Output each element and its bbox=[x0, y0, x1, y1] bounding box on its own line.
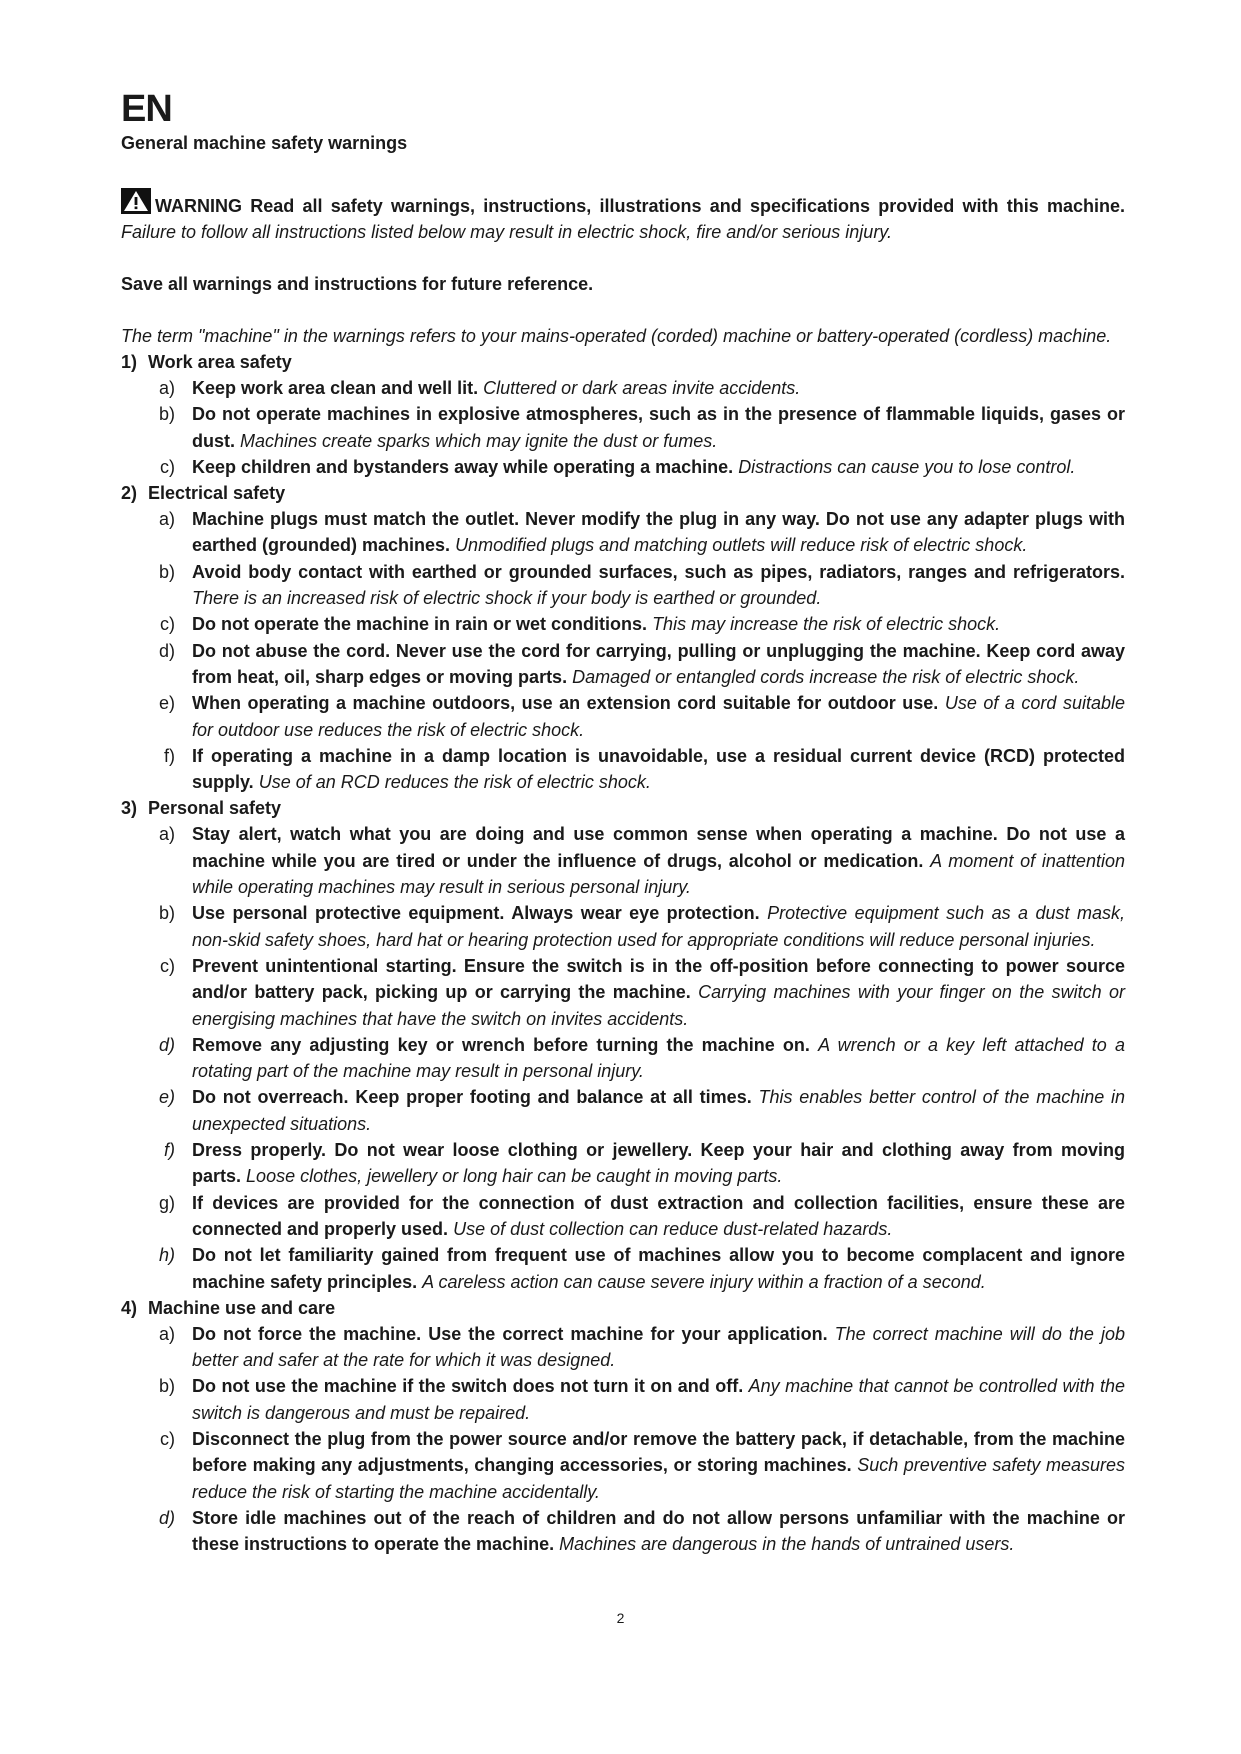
item-text bbox=[192, 1137, 1125, 1190]
item-letter: a) bbox=[158, 378, 175, 398]
item-explanation: Any machine that cannot be controlled with the switch is dangerous and must be repaired. bbox=[192, 1376, 1125, 1423]
item-text bbox=[192, 506, 1125, 559]
item-explanation: Protective equipment such as a dust mask, non-skid safety shoes, hard hat or hearing protection used for appropriate conditions will reduce personal injuries. bbox=[192, 903, 1125, 950]
warning-label: WARNING bbox=[155, 196, 242, 216]
item-text bbox=[192, 1032, 1125, 1085]
item-explanation: Loose clothes, jewellery or long hair can be caught in moving parts. bbox=[246, 1166, 783, 1187]
list-item bbox=[121, 1242, 1125, 1295]
item-text bbox=[192, 638, 1125, 691]
list-item bbox=[121, 454, 1125, 480]
item-explanation: The correct machine will do the job better and safer at the rate for which it was designed. bbox=[192, 1323, 1125, 1371]
item-instruction: If operating a machine in a damp location is unavoidable, use a residual current device (RCD) protected supply. bbox=[192, 745, 1125, 793]
item-explanation: Use of a cord suitable for outdoor use reduces the risk of electric shock. bbox=[192, 693, 1125, 740]
item-instruction: Disconnect the plug from the power source and/or remove the battery pack, if detachable, from the machine before making any adjustments, changing accessories, or storing machines. bbox=[192, 1428, 1125, 1476]
item-explanation: Machines create sparks which may ignite the dust or fumes. bbox=[240, 430, 718, 451]
item-letter: b) bbox=[158, 903, 175, 924]
section-title: Electrical safety bbox=[148, 483, 286, 504]
list-item bbox=[121, 1137, 1125, 1190]
item-text bbox=[192, 1190, 1125, 1243]
item-text bbox=[192, 1321, 1125, 1374]
list-item bbox=[121, 611, 1125, 637]
item-explanation: Unmodified plugs and matching outlets will reduce risk of electric shock. bbox=[455, 535, 1028, 556]
item-letter: e) bbox=[158, 1087, 175, 1108]
item-text bbox=[192, 690, 1125, 743]
item-text bbox=[192, 743, 1125, 796]
list-item bbox=[121, 1084, 1125, 1137]
item-explanation: A moment of inattention while operating machines may result in serious personal injury. bbox=[192, 850, 1125, 898]
item-letter: a) bbox=[158, 824, 175, 845]
item-letter: a) bbox=[158, 1323, 175, 1344]
item-letter: c) bbox=[160, 614, 175, 635]
list-item bbox=[121, 1426, 1125, 1505]
item-letter: a) bbox=[158, 509, 175, 530]
item-instruction: Do not force the machine. Use the correct machine for your application. bbox=[192, 1323, 828, 1344]
list-item bbox=[121, 1373, 1125, 1426]
safety-sections bbox=[121, 349, 1125, 1557]
item-instruction: Do not operate the machine in rain or wet conditions. bbox=[192, 614, 648, 635]
list-item bbox=[121, 638, 1125, 691]
item-text bbox=[192, 821, 1125, 900]
item-explanation: Carrying machines with your finger on the switch or energising machines that have the switch on invites accidents. bbox=[192, 982, 1125, 1029]
item-instruction: Avoid body contact with earthed or grounded surfaces, such as pipes, radiators, ranges and refrigerators. bbox=[192, 561, 1125, 582]
item-instruction: Remove any adjusting key or wrench before turning the machine on. bbox=[192, 1034, 810, 1055]
section-heading bbox=[121, 480, 1125, 506]
list-item bbox=[121, 821, 1125, 900]
warning-paragraph bbox=[121, 188, 1125, 245]
item-letter: d) bbox=[158, 1507, 175, 1528]
save-instructions-note: Save all warnings and instructions for future reference. bbox=[121, 274, 594, 294]
list-item bbox=[121, 743, 1125, 796]
item-letter: b) bbox=[158, 561, 175, 582]
item-text bbox=[192, 1084, 1125, 1137]
list-item bbox=[121, 559, 1125, 612]
item-text bbox=[192, 1373, 1125, 1426]
item-instruction: Do not operate machines in explosive atmospheres, such as in the presence of flammable liquids, gases or dust. bbox=[192, 404, 1125, 451]
document-page bbox=[121, 88, 1125, 1557]
language-code: EN bbox=[121, 88, 172, 130]
item-letter: h) bbox=[158, 1245, 175, 1266]
list-item bbox=[121, 1505, 1125, 1558]
list-item bbox=[121, 506, 1125, 559]
item-letter: e) bbox=[158, 693, 175, 714]
item-explanation: Use of dust collection can reduce dust-related hazards. bbox=[453, 1218, 893, 1239]
item-text bbox=[192, 375, 1125, 401]
page-number: 2 bbox=[616, 1610, 625, 1626]
item-explanation: There is an increased risk of electric shock if your body is earthed or grounded. bbox=[192, 588, 822, 609]
item-instruction: Store idle machines out of the reach of children and do not allow persons unfamiliar with the machine or these instructions to operate the machine. bbox=[192, 1507, 1125, 1555]
item-instruction: Do not abuse the cord. Never use the cord for carrying, pulling or unplugging the machine. Keep cord away from heat, oil, sharp edges or moving parts. bbox=[192, 640, 1125, 687]
item-letter: f) bbox=[164, 745, 175, 766]
item-instruction: Keep children and bystanders away while operating a machine. bbox=[192, 456, 734, 477]
list-item bbox=[121, 401, 1125, 454]
section-title: Machine use and care bbox=[148, 1297, 336, 1318]
section-heading bbox=[121, 349, 1125, 375]
item-explanation: This may increase the risk of electric shock. bbox=[652, 614, 1001, 635]
item-text bbox=[192, 559, 1125, 612]
item-text bbox=[192, 1426, 1125, 1505]
item-explanation: Machines are dangerous in the hands of untrained users. bbox=[559, 1534, 1015, 1555]
item-letter: c) bbox=[160, 456, 175, 477]
item-text bbox=[192, 1505, 1125, 1558]
item-letter: c) bbox=[160, 1428, 175, 1449]
item-explanation: Use of an RCD reduces the risk of electric shock. bbox=[258, 772, 651, 793]
item-text bbox=[192, 611, 1125, 637]
machine-term-note: The term "machine" in the warnings refers to your mains-operated (corded) machine or battery-operated (cordless) machine. bbox=[121, 326, 1112, 346]
item-text bbox=[192, 401, 1125, 454]
item-explanation: A wrench or a key left attached to a rotating part of the machine may result in personal injury. bbox=[192, 1034, 1125, 1082]
item-text bbox=[192, 454, 1125, 480]
section-heading bbox=[121, 1295, 1125, 1321]
item-explanation: Cluttered or dark areas invite accidents. bbox=[483, 378, 801, 398]
section-heading bbox=[121, 795, 1125, 821]
section-number: 4) bbox=[121, 1297, 138, 1318]
item-letter: d) bbox=[158, 640, 175, 661]
list-item bbox=[121, 1321, 1125, 1374]
item-explanation: Damaged or entangled cords increase the risk of electric shock. bbox=[572, 666, 1080, 687]
list-item bbox=[121, 1032, 1125, 1085]
item-instruction: Dress properly. Do not wear loose clothing or jewellery. Keep your hair and clothing away from moving parts. bbox=[192, 1140, 1125, 1187]
item-explanation: Distractions can cause you to lose control. bbox=[738, 456, 1076, 477]
warning-bold-text: Read all safety warnings, instructions, illustrations and specifications provided with this machine. bbox=[250, 196, 1125, 216]
list-item bbox=[121, 953, 1125, 1032]
item-instruction: Do not overreach. Keep proper footing and balance at all times. bbox=[192, 1087, 752, 1108]
list-item bbox=[121, 900, 1125, 953]
item-instruction: When operating a machine outdoors, use an extension cord suitable for outdoor use. bbox=[192, 693, 939, 714]
item-letter: d) bbox=[158, 1034, 175, 1055]
item-instruction: Do not let familiarity gained from frequent use of machines allow you to become complacent and ignore machine safety principles. bbox=[192, 1245, 1125, 1292]
item-instruction: Do not use the machine if the switch does not turn it on and off. bbox=[192, 1376, 744, 1397]
item-explanation: Such preventive safety measures reduce the risk of starting the machine accidentally. bbox=[192, 1455, 1125, 1502]
list-item bbox=[121, 1190, 1125, 1243]
item-text bbox=[192, 953, 1125, 1032]
item-explanation: A careless action can cause severe injury within a fraction of a second. bbox=[422, 1271, 986, 1292]
item-letter: b) bbox=[158, 404, 175, 425]
item-letter: c) bbox=[160, 955, 175, 976]
section-title: Work area safety bbox=[148, 352, 292, 372]
item-text bbox=[192, 900, 1125, 953]
item-instruction: If devices are provided for the connection of dust extraction and collection facilities, ensure these are connected and properly used. bbox=[192, 1192, 1125, 1239]
item-instruction: Keep work area clean and well lit. bbox=[192, 378, 479, 398]
page-title: General machine safety warnings bbox=[121, 133, 408, 153]
item-instruction: Use personal protective equipment. Always wear eye protection. bbox=[192, 903, 760, 924]
item-instruction: Machine plugs must match the outlet. Never modify the plug in any way. Do not use any adapter plugs with earthed (grounded) machines. bbox=[192, 509, 1125, 556]
list-item bbox=[121, 690, 1125, 743]
item-instruction: Stay alert, watch what you are doing and use common sense when operating a machine. Do not use a machine while you are tired or under the influence of drugs, alcohol or medication. bbox=[192, 824, 1125, 871]
warning-triangle-icon bbox=[121, 188, 151, 214]
item-letter: f) bbox=[164, 1140, 175, 1161]
item-explanation: This enables better control of the machine in unexpected situations. bbox=[192, 1087, 1126, 1134]
item-text bbox=[192, 1242, 1125, 1295]
section-number: 2) bbox=[121, 483, 138, 504]
item-letter: b) bbox=[158, 1376, 175, 1397]
warning-italic-text: Failure to follow all instructions listed below may result in electric shock, fire and/or serious injury. bbox=[121, 222, 892, 242]
section-title: Personal safety bbox=[148, 798, 282, 819]
item-letter: g) bbox=[158, 1192, 175, 1213]
list-item bbox=[121, 375, 1125, 401]
item-instruction: Prevent unintentional starting. Ensure the switch is in the off-position before connecting to power source and/or battery pack, picking up or carrying the machine. bbox=[192, 955, 1125, 1003]
section-number: 3) bbox=[121, 798, 138, 819]
section-number: 1) bbox=[121, 352, 138, 372]
